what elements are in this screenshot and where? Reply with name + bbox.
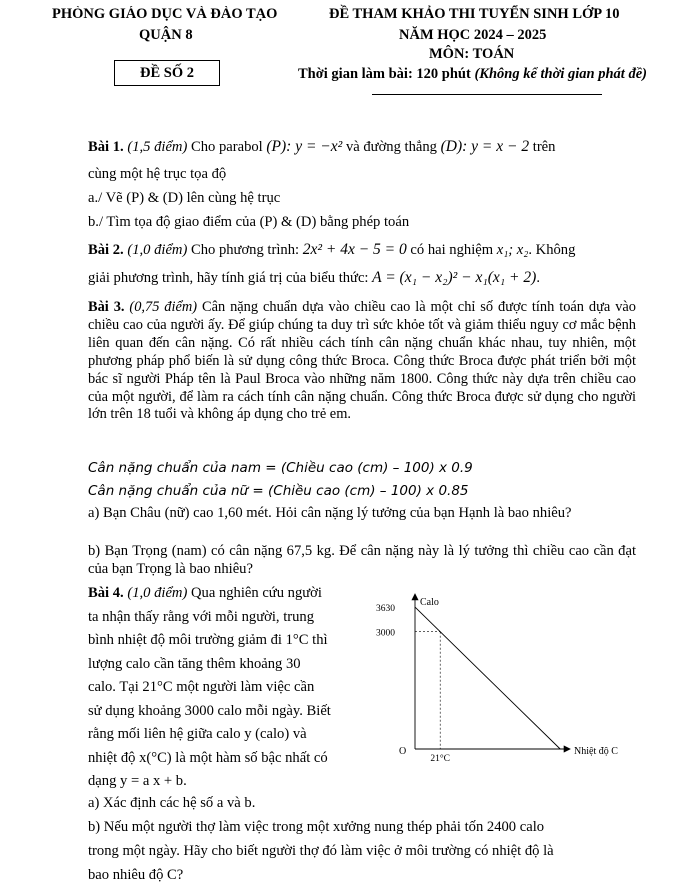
origin-label: O xyxy=(399,746,407,757)
bai1-points: (1,5 điểm) xyxy=(127,139,188,155)
bai1-line2: cùng một hệ trục tọa độ xyxy=(88,166,227,182)
calorie-line xyxy=(415,607,560,749)
exam-title: ĐỀ THAM KHẢO THI TUYỂN SINH LỚP 10 xyxy=(329,6,620,22)
exam-code-box xyxy=(114,60,220,86)
expression: A = (x₁ − x₂)² − x₁(x₁ + 2) xyxy=(372,269,537,286)
bai3-paragraph xyxy=(88,299,636,424)
bai4-line-4: calo. Tại 21°C một người làm việc cần xyxy=(88,679,315,695)
exam-code: ĐỀ SỐ 2 xyxy=(140,65,194,81)
bai4-part-b-1: b) Nếu một người thợ làm việc trong một xưởng nung thép phải tốn 2400 calo xyxy=(88,819,545,835)
y-tick-label: 3000 xyxy=(376,628,395,639)
x-axis-label: Nhiệt độ C xyxy=(574,746,618,757)
district-name: QUẬN 8 xyxy=(139,27,193,43)
bai3-points: (0,75 điểm) xyxy=(129,299,198,315)
bai1-part-a: a./ Vẽ (P) & (D) lên cùng hệ trục xyxy=(88,190,281,206)
y-tick-label: 3630 xyxy=(376,604,395,615)
parabola-equation: (P): y = −x² xyxy=(266,138,343,155)
bai4-part-b-2: trong một ngày. Hãy cho biết người thợ đó làm việc ở môi trường có nhiệt độ là xyxy=(88,843,554,859)
bai4-line-6: rằng mối liên hệ giữa calo y (calo) và xyxy=(88,726,307,742)
quadratic-equation: 2x² + 4x − 5 = 0 xyxy=(302,241,407,258)
bai4-line-3: lượng calo cần tăng thêm khoảng 30 xyxy=(88,655,301,672)
y-axis-label: Calo xyxy=(420,597,439,608)
bai2-mid: có hai nghiệm xyxy=(410,242,494,258)
bai1-label: Bài 1. xyxy=(88,139,124,155)
x-tick-label: 21°C xyxy=(430,754,451,764)
bai2-line1 xyxy=(88,240,636,260)
header-underline xyxy=(372,94,602,95)
chart-marks xyxy=(376,604,560,764)
bai3-part-b: b) Bạn Trọng (nam) có cân nặng 67,5 kg. Để cân nặng này là lý tưởng thì chiều cao cần đạt của bạn Trọng là bao nhiêu? xyxy=(88,543,636,577)
time-label: Thời gian làm bài: 120 phút xyxy=(298,66,471,82)
formula-female: Cân nặng chuẩn của nữ = (Chiều cao (cm) – 100) x 0.85 xyxy=(88,483,469,499)
bai4-line-7: nhiệt độ x(°C) là một hàm số bậc nhất có xyxy=(88,749,328,766)
bai4-line-5: sử dụng khoảng 3000 calo mỗi ngày. Biết xyxy=(88,702,331,719)
bai4-line-2: bình nhiệt độ môi trường giảm đi 1°C thì xyxy=(88,632,328,648)
school-year: NĂM HỌC 2024 – 2025 xyxy=(399,27,547,43)
department-name: PHÒNG GIÁO DỤC VÀ ĐÀO TẠO xyxy=(52,6,278,22)
bai4-line-1: ta nhận thấy rằng với mỗi người, trung xyxy=(88,608,314,625)
bai4-line-0 xyxy=(88,582,370,606)
bai4-text-0: Qua nghiên cứu người xyxy=(190,585,322,601)
time-note: (Không kể thời gian phát đề) xyxy=(474,66,647,82)
bai1-line1 xyxy=(88,137,636,157)
bai2-label: Bài 2. xyxy=(88,242,124,258)
time-info xyxy=(298,66,647,83)
bai4-part-b-3: bao nhiêu độ C? xyxy=(88,867,184,883)
bai3-label: Bài 3. xyxy=(88,299,125,315)
subject: MÔN: TOÁN xyxy=(429,46,515,62)
bai2-intro: Cho phương trình: xyxy=(190,242,300,258)
bai2-tail: . Không xyxy=(528,242,576,258)
formula-male: Cân nặng chuẩn của nam = (Chiều cao (cm) – 100) x 0.9 xyxy=(88,460,473,476)
calorie-chart xyxy=(372,588,642,773)
bai4-label: Bài 4. xyxy=(88,585,124,601)
line-equation: (D): y = x − 2 xyxy=(440,138,530,155)
bai1-part-b: b./ Tìm tọa độ giao điểm của (P) & (D) bằng phép toán xyxy=(88,214,410,230)
bai2-points: (1,0 điểm) xyxy=(127,242,188,258)
bai2-end: . xyxy=(536,270,540,286)
roots: x₁; x₂ xyxy=(496,242,529,258)
bai4-line-8: dạng y = a x + b. xyxy=(88,773,187,789)
bai4-part-a: a) Xác định các hệ số a và b. xyxy=(88,795,256,811)
bai1-and: và đường thẳng xyxy=(345,139,437,155)
bai1-tail: trên xyxy=(532,139,556,155)
bai2-line2 xyxy=(88,268,636,288)
bai1-intro: Cho parabol xyxy=(190,139,263,155)
bai3-part-a: a) Bạn Châu (nữ) cao 1,60 mét. Hỏi cân nặng lý tưởng của bạn Hạnh là bao nhiêu? xyxy=(88,505,572,521)
bai3-text: Cân nặng chuẩn dựa vào chiều cao là một chỉ số được tính toán dựa vào chiều cao của người ấy. Để giúp chúng ta duy trì sức khỏe tốt và giảm thiểu nguy cơ mắc bệnh liên quan đến cân nặng. Có rất nhiều cách tính cân nặng chuẩn khác nhau, tuy nhiên, một phương pháp phổ biến là sử dụng công thức Broca. Công thức Broca được phát triển bởi một bác sĩ người Pháp tên là Paul Broca vào những năm 1800. Công thức này dựa trên chiều cao của một người, để làm ra cách tính cân nặng chuẩn. Công thức Broca được sử dụng cho người lớn trên 18 tuổi và không áp dụng cho trẻ em. xyxy=(88,299,636,423)
bai4-text xyxy=(88,582,370,794)
bai2-question: giải phương trình, hãy tính giá trị của biểu thức: xyxy=(88,270,369,286)
bai4-points: (1,0 điểm) xyxy=(127,585,188,601)
